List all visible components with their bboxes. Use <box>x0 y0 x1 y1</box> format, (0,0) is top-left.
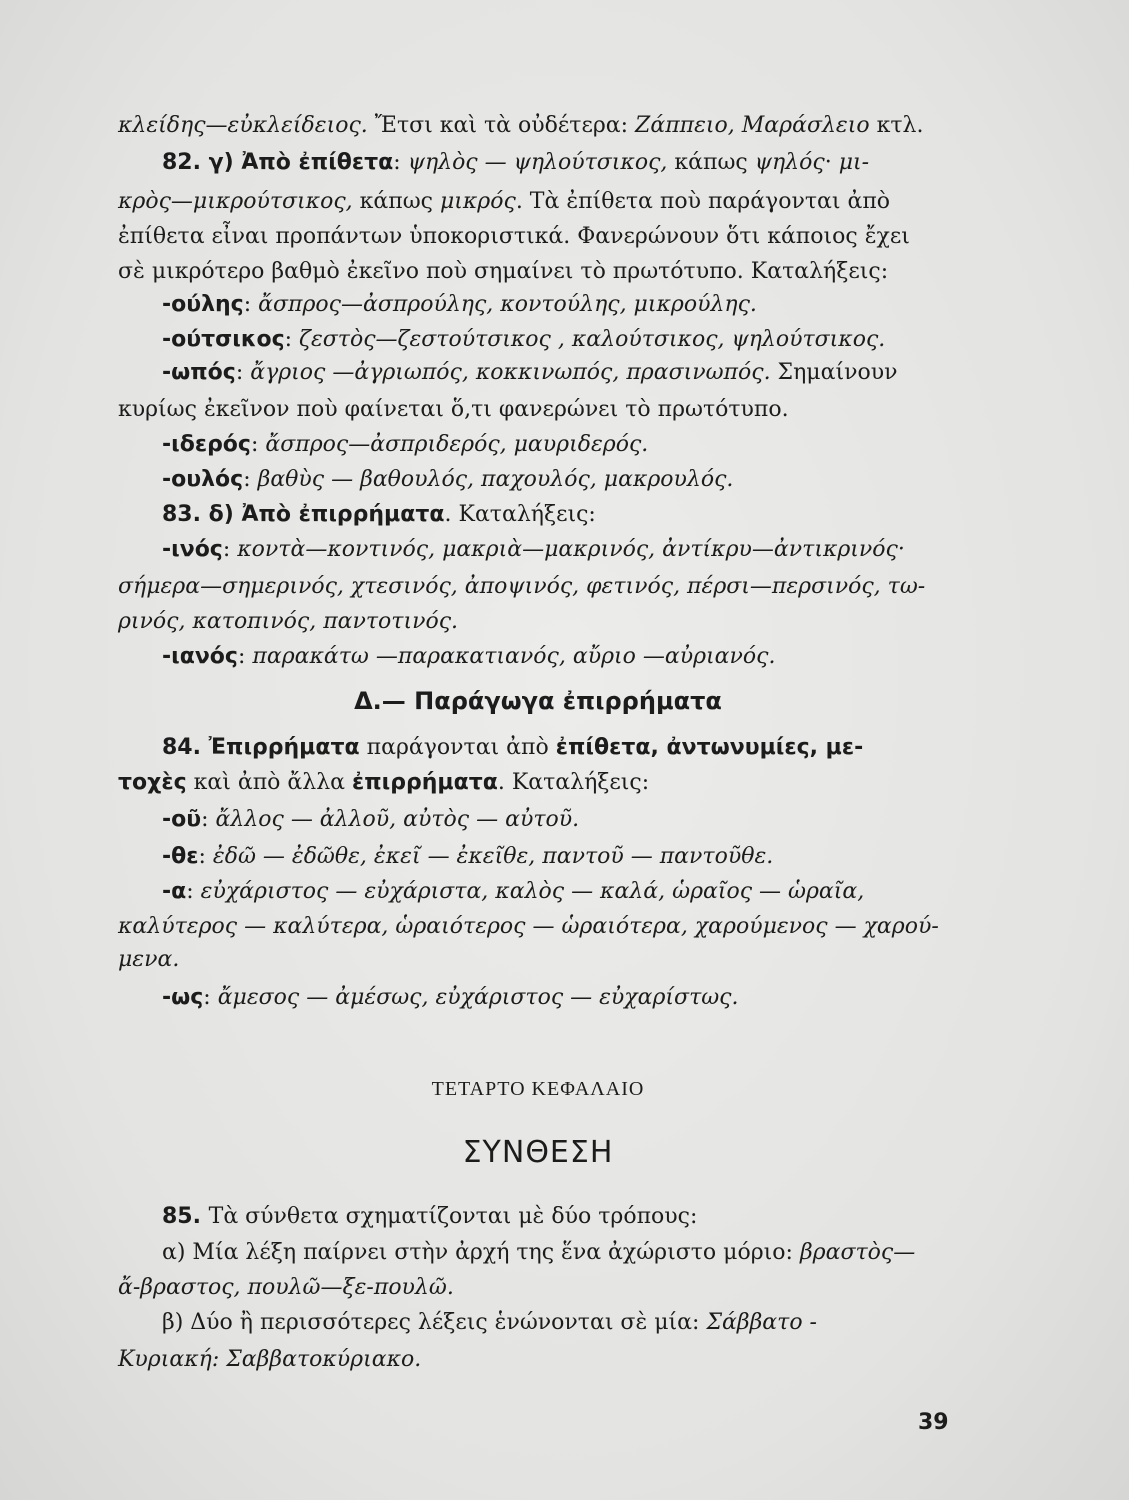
paragraph-82-line-3: ἐπίθετα εἶναι προπάντων ὑποκοριστικά. Φανερώνουν ὅτι κάποιος ἔχει <box>118 224 910 249</box>
example: κοντὰ—κοντινός, μακριὰ—μακρινός, ἀντίκρυ—ἀντικρινός· <box>237 537 905 562</box>
paragraph-82-line-2 <box>118 187 958 217</box>
page-number: 39 <box>918 1410 949 1435</box>
example: βαθὺς — βαθουλός, παχουλός, μακρουλός. <box>257 467 734 492</box>
suffix-line-oulis <box>162 290 958 320</box>
paragraph-85-line-5: Κυριακή: Σαββατοκύριακο. <box>118 1347 422 1372</box>
text-line-1 <box>118 111 958 141</box>
text-segment: : <box>201 807 216 832</box>
text-segment: : <box>243 292 259 317</box>
text-line-opos-explanation: κυρίως ἐκεῖνον ποὺ φαίνεται ὅ,τι φανερώνει τὸ πρωτότυπο. <box>118 397 789 422</box>
suffix: -ούτσικος <box>162 327 285 352</box>
example: ψηλὸς — ψηλούτσικος, <box>407 150 668 175</box>
paragraph-82-line-4: σὲ μικρότερο βαθμὸ ἐκεῖνο ποὺ σημαίνει τὸ πρωτότυπο. Καταλήξεις: <box>118 259 889 284</box>
text-segment: κάπως <box>667 150 755 175</box>
example: μι- <box>838 150 870 175</box>
paragraph-number: 84. <box>162 735 209 760</box>
text-segment: : <box>243 467 258 492</box>
example: παρακάτω —παρακατιανός, αὔριο —αὐριανός. <box>252 644 776 669</box>
example: Σάββατο - <box>706 1310 817 1335</box>
paragraph-84-line-2 <box>118 768 958 798</box>
text-segment: . Τὰ ἐπίθετα ποὺ παράγονται ἀπὸ <box>515 189 891 214</box>
example-line-a-3: μενα. <box>118 947 180 972</box>
example: μικρός <box>439 189 516 214</box>
suffix-line-ideros <box>162 430 958 460</box>
example: ἐδῶ — ἐδῶθε, ἐκεῖ — ἐκεῖθε, παντοῦ — παντοῦθε. <box>212 844 774 869</box>
text-segment: καὶ ἀπὸ ἄλλα <box>186 770 353 795</box>
suffix: -ιανός <box>162 644 238 669</box>
text-segment: : <box>393 150 408 175</box>
text-segment: : <box>250 432 266 457</box>
paragraph-83-line-1 <box>162 500 958 530</box>
suffix: -οῦ <box>162 807 202 832</box>
text-segment: : <box>198 844 213 869</box>
example: ἄγριος —ἀγριωπός, κοκκινωπός, πρασινωπός. <box>250 360 771 385</box>
suffix-line-ianos <box>162 642 958 672</box>
suffix-line-os <box>162 983 958 1013</box>
example: ἄλλος — ἀλλοῦ, αὐτὸς — αὐτοῦ. <box>215 807 580 832</box>
suffix: -ως <box>162 985 204 1010</box>
text-segment: : <box>203 985 218 1010</box>
suffix-line-outsikos <box>162 325 958 355</box>
text-segment: Τὰ σύνθετα σχηματίζονται μὲ δύο τρόπους: <box>208 1204 698 1229</box>
paragraph-85-line-3: ἄ-βραστος, πουλῶ—ξε-πουλῶ. <box>118 1275 454 1300</box>
text-segment: . Καταλήξεις: <box>497 770 650 795</box>
text-segment: α) Μία λέξη παίρνει στὴν ἀρχή της ἕνα ἀχώριστο μόριο: <box>162 1240 800 1265</box>
example-line-inos-2: σήμερα—σημερινός, χτεσινός, ἀποψινός, φετινός, πέρσι—περσινός, τω- <box>118 574 926 599</box>
suffix-line-inos <box>162 535 958 565</box>
section-heading: Δ.— Παράγωγα ἐπιρρήματα <box>354 687 722 715</box>
paragraph-number: 82. γ) <box>162 150 242 175</box>
suffix: -ούλης <box>162 292 244 317</box>
suffix-line-ou <box>162 805 958 835</box>
paragraph-85-line-4 <box>162 1308 958 1338</box>
suffix: -α <box>162 879 187 904</box>
text-segment: κτλ. <box>869 113 924 138</box>
text-segment: : <box>222 537 238 562</box>
text-segment: : <box>235 360 251 385</box>
example: ἄμεσος — ἀμέσως, εὐχάριστος — εὐχαρίστως. <box>217 985 739 1010</box>
keyword: ἐπιρρήματα <box>352 770 498 795</box>
subheading: Ἀπὸ ἐπίθετα <box>241 150 394 175</box>
keyword: Ἐπιρρήματα <box>208 735 360 760</box>
example-line-inos-3: ρινός, κατοπινός, παντοτινός. <box>118 609 459 634</box>
text-segment: Ζάππειο, Μαράσλειο <box>635 113 870 138</box>
example: ψηλός <box>754 150 825 175</box>
keyword: ἐπίθετα, ἀντωνυμίες, με- <box>555 735 864 760</box>
text-segment: . Καταλήξεις: <box>444 502 596 527</box>
suffix: -θε <box>162 844 199 869</box>
chapter-title: ΣΥΝΘΕΣΗ <box>462 1135 614 1170</box>
text-segment: : <box>284 327 300 352</box>
keyword: τοχὲς <box>118 770 187 795</box>
example-line-a-2: καλύτερος — καλύτερα, ὡραιότερος — ὡραιότερα, χαρούμενος — χαρού- <box>118 914 939 939</box>
suffix-line-opos <box>162 358 958 388</box>
example: κρὸς—μικρούτσικος, <box>118 189 353 214</box>
suffix: -ινός <box>162 537 223 562</box>
suffix-line-the <box>162 842 958 872</box>
example: εὐχάριστος — εὐχάριστα, καλὸς — καλά, ὡραῖος — ὡραῖα, <box>200 879 865 904</box>
text-segment: παράγονται ἀπὸ <box>359 735 556 760</box>
paragraph-number: 83. δ) <box>162 502 242 527</box>
paragraph-85-line-1 <box>162 1202 958 1232</box>
example: ζεστὸς—ζεστούτσικος , καλούτσικος, ψηλούτσικος. <box>299 327 886 352</box>
paragraph-85-line-2 <box>162 1238 958 1268</box>
suffix: -ουλός <box>162 467 244 492</box>
paragraph-82-line-1 <box>162 148 958 178</box>
suffix: -ιδερός <box>162 432 251 457</box>
example: βραστὸς— <box>799 1240 916 1265</box>
text-segment: · <box>824 150 839 175</box>
text-segment: : <box>186 879 201 904</box>
subheading: Ἀπὸ ἐπιρρήματα <box>241 502 445 527</box>
paragraph-84-line-1 <box>162 733 958 763</box>
suffix-line-a <box>162 877 958 907</box>
text-segment: κλείδης—εὐκλείδειος. <box>118 113 368 138</box>
text-segment: : <box>237 644 253 669</box>
suffix-line-oulos <box>162 465 958 495</box>
example: ἄσπρος—ἀσπριδερός, μαυριδερός. <box>265 432 649 457</box>
text-segment: Ἔτσι καὶ τὰ οὐδέτερα: <box>367 113 636 138</box>
chapter-label: ΤΕΤΑΡΤΟ ΚΕΦΑΛΑΙΟ <box>431 1078 645 1100</box>
suffix: -ωπός <box>162 360 236 385</box>
example: ἄσπρος—ἀσπρούλης, κοντούλης, μικρούλης. <box>258 292 757 317</box>
text-segment: β) Δύο ἢ περισσότερες λέξεις ἑνώνονται σὲ μία: <box>162 1310 707 1335</box>
text-segment: Σημαίνουν <box>770 360 898 385</box>
text-segment: κάπως <box>352 189 440 214</box>
paragraph-number: 85. <box>162 1204 209 1229</box>
